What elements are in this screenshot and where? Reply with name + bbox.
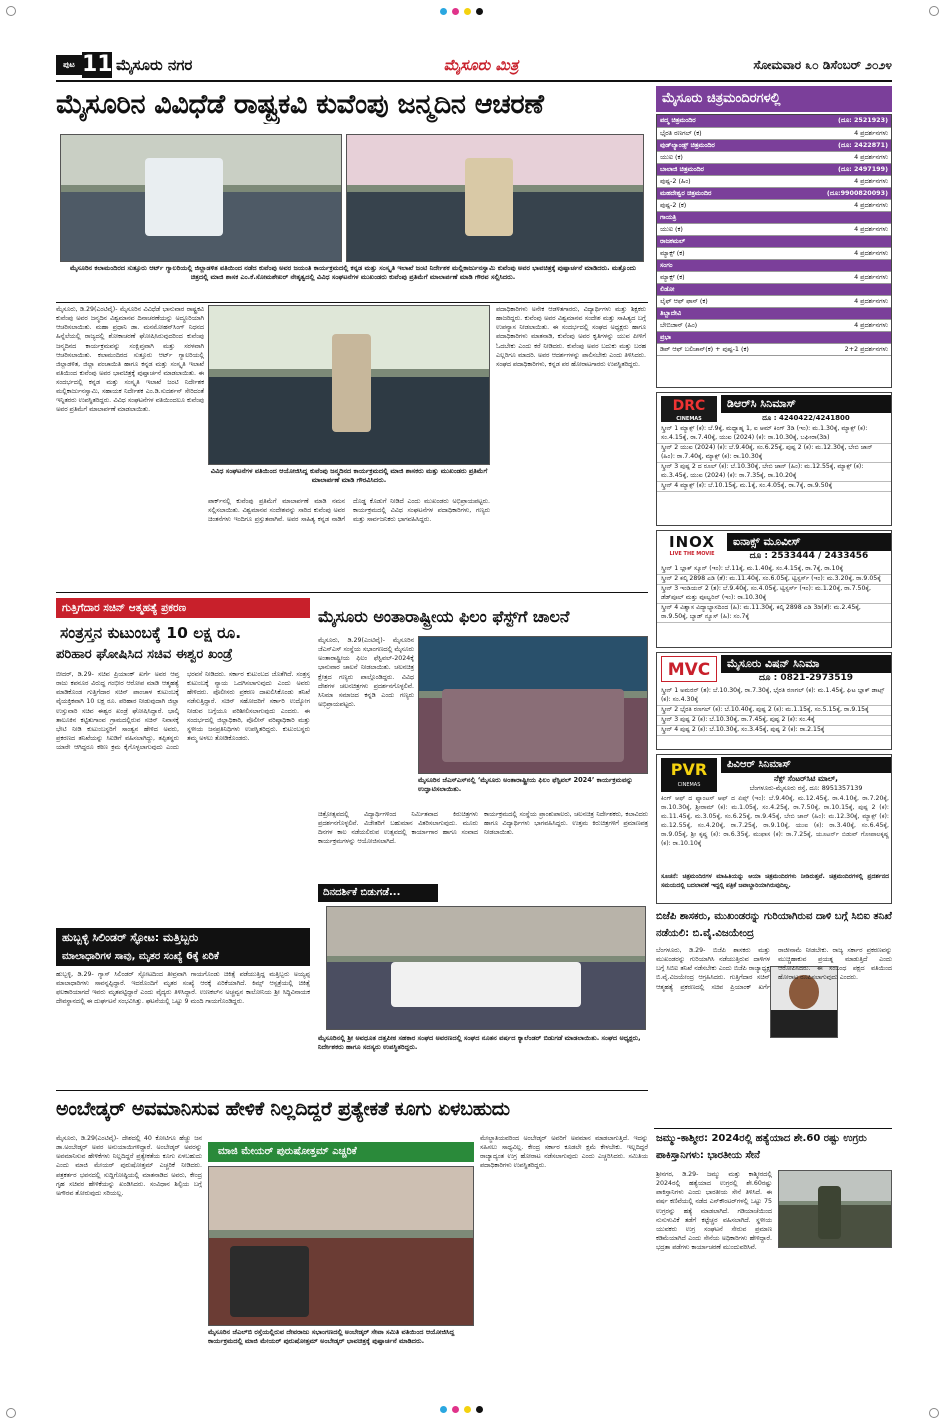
pvr-note: ಸೂಚನೆ: ಚಿತ್ರಮಂದಿರಗಳ ಮಾಹಿತಿಯನ್ನು ಆಯಾ ಚಿತ್ರಮಂದಿರಗಳು ನೀಡಿರುತ್ತವೆ. ಚಿತ್ರಮಂದಿರಗಳಲ್ಲಿ ಪ್ರದರ್ಶನದ ಸಮಯದಲ್ಲಿ ಬದಲಾವಣೆ ಇದ್ದಲ್ಲಿ ಪತ್ರಿಕೆ ಜವಾಬ್ದಾರಿಯಾಗಿರುವುದಿಲ್ಲ. <box>661 873 889 889</box>
ambedkar-kicker: ಮಾಜಿ ಮೇಯರ್ ಪುರುಷೋತ್ತಮ್ ಎಚ್ಚರಿಕೆ <box>218 1146 357 1157</box>
theatre-row <box>657 331 891 343</box>
theatre-cell: ಪುಷ್ಪ-2 (ಹಿಂ) <box>657 175 794 187</box>
screen-row: ಸ್ಕ್ರೀನ್ 3 ಪುಷ್ಪ 2 (ಕ): ಬೆ.10.30ಕ್ಕೆ, ರಾ.7.45ಕ್ಕೆ, ಪುಷ್ಪ 2 (ಕ): ಸಂ.4ಕ್ಕೆ <box>657 716 891 726</box>
show-cell: 4 ಪ್ರದರ್ಶನಗಳು <box>794 295 891 307</box>
inox-logo-text: INOX <box>669 533 715 551</box>
inox-listing <box>657 565 891 623</box>
theatre-cell: ಲಿಡೋ <box>657 283 794 295</box>
screen-row: ಸ್ಕ್ರೀನ್ 3 ಇಂಡಿಯನ್ 2 (ತ): ಬೆ.9.40ಕ್ಕೆ, ಸಂ.4.05ಕ್ಕೆ, ಟ್ವಿಸ್ಟರ್ಸ್ (ಇಂ): ಮ.1.20ಕ್ಕೆ, ರಾ.7.50ಕ್ಕೆ, ಡೆಡ್‌ಪೂಲ್ ಮತ್ತು ವೂಲ್ವರಿನ್ (ಇಂ): ರಾ.10.30ಕ್ಕೆ <box>657 585 891 604</box>
screen-row: ಸ್ಕ್ರೀನ್ 3 ಪುಷ್ಪ 2 ದ ರೂಲ್ (ಕ): ಬೆ.10.30ಕ್ಕೆ, ಬೇಬಿ ಜಾನ್ (ಹಿಂ): ಮ.12.55ಕ್ಕೆ, ಮ್ಯಾಕ್ಸ್ (ಕ): ಮ.3.45ಕ್ಕೆ, ಯುಐ (2024) (ಕ): ರಾ.7.35ಕ್ಕೆ, ರಾ.10.20ಕ್ಕೆ <box>657 463 891 482</box>
theatre-row <box>657 163 891 175</box>
film-photo <box>418 636 648 774</box>
inox-box <box>656 530 892 648</box>
registration-mark <box>6 1408 16 1418</box>
film-body-b: ಚಿತ್ರೋತ್ಸವದಲ್ಲಿ ವಿದ್ಯಾರ್ಥಿಗಳಿಂದ ನಿರ್ಮಿತವಾದ ಕಿರುಚಿತ್ರಗಳು ಪ್ರದರ್ಶನಗೊಳ್ಳಲಿವೆ. ವಿಜೇತರಿಗೆ ಬಹುಮಾನ ವಿತರಿಸಲಾಗುವುದು. ಮೂರು ದಿನಗಳ ಕಾಲ ನಡೆಯಲಿರುವ ಉತ್ಸವದಲ್ಲಿ ಕಾರ್ಯಾಗಾರ ಹಾಗೂ ಸಂವಾದ ಕಾರ್ಯಕ್ರಮಗಳನ್ನು ಆಯೋಜಿಸಲಾಗಿದೆ. <box>318 811 478 846</box>
vijayendra-body <box>656 946 892 1126</box>
theatre-row <box>657 235 891 247</box>
show-cell: 4 ಪ್ರದರ್ಶನಗಳು <box>794 199 891 211</box>
theatre-row <box>657 115 891 127</box>
story-kicker-box <box>56 598 310 618</box>
drc-logo-sub: CINEMAS <box>676 416 702 422</box>
ambedkar-kicker-box <box>208 1142 474 1162</box>
show-row <box>657 343 891 355</box>
cinema-title: ಮೈಸೂರು ಚಿತ್ರಮಂದಿರಗಳಲ್ಲಿ <box>662 91 781 106</box>
page-number: 11 <box>82 52 113 77</box>
ambedkar-headline: ಅಂಬೇಡ್ಕರ್ ಅವಮಾನಿಸುವ ಹೇಳಿಕೆ ನಿಲ್ಲದಿದ್ದರೆ ಪ್ರತ್ಯೇಕತೆ ಕೂಗು ಏಳಬಹುದು <box>56 1098 510 1120</box>
lead-body-col3: ಪದಾಧಿಕಾರಿಗಳು ಅನೇಕ ಆಡಳಿತಗಾರರು, ವಿದ್ಯಾರ್ಥಿಗಳು ಮತ್ತು ಶಿಕ್ಷಕರು ಹಾಜರಿದ್ದರು. ಕುವೆಂಪು ಅವರ ವಿಶ್ವಮಾನವ ಸಂದೇಶ ಮತ್ತು ಸಾಹಿತ್ಯದ ಬಗ್ಗೆ ಉಪನ್ಯಾಸ ನೀಡಲಾಯಿತು. ಈ ಸಂದರ್ಭದಲ್ಲಿ ಸಂಘದ ಅಧ್ಯಕ್ಷರು ಹಾಗೂ ಪದಾಧಿಕಾರಿಗಳು ಮಾತನಾಡಿ, ಕುವೆಂಪು ಅವರ ಕೃತಿಗಳನ್ನು ಯುವ ಪೀಳಿಗೆ ಓದಬೇಕು ಎಂದು ಕರೆ ನೀಡಿದರು. ಕುವೆಂಪು ಅವರ ಬದುಕು ಮತ್ತು ಬರಹ ಎಲ್ಲರಿಗೂ ಮಾದರಿ. ಅವರ ಆದರ್ಶಗಳನ್ನು ಪಾಲಿಸಬೇಕು ಎಂದು ತಿಳಿಸಿದರು. ಸಂಘದ ಪದಾಧಿಕಾರಿಗಳು, ಕನ್ನಡ ಪರ ಹೋರಾಟಗಾರರು ಉಪಸ್ಥಿತರಿದ್ದರು. <box>496 306 646 368</box>
theatre-cell: ವುಡ್‌ಲ್ಯಾಂಡ್ಸ್ ಚಿತ್ರಮಂದಿರ <box>657 139 794 151</box>
divider <box>56 302 648 303</box>
drc-logo-text: DRC <box>672 398 706 414</box>
ambedkar-body-a: ಮೈಸೂರು, ಡಿ.29(ಎಂಟಿವೈ)- ದೇಶದಲ್ಲಿ 40 ಕೋಟಿಗೂ ಹೆಚ್ಚು ಜನ ಡಾ.ಅಂಬೇಡ್ಕರ್ ಅವರ ಅನುಯಾಯಿಗಳಿದ್ದಾರೆ. ಅಂಬೇಡ್ಕರ್ ಅವರನ್ನು ಅವಮಾನಿಸುವ ಹೇಳಿಕೆಗಳು ನಿಲ್ಲದಿದ್ದರೆ ಪ್ರತ್ಯೇಕತೆಯ ಕೂಗು ಏಳಬಹುದು ಎಂದು ಮಾಜಿ ಮೇಯರ್ ಪುರುಷೋತ್ತಮ್ ಎಚ್ಚರಿಕೆ ನೀಡಿದರು. ಪತ್ರಕರ್ತರ ಭವನದಲ್ಲಿ ಸುದ್ದಿಗೋಷ್ಠಿಯಲ್ಲಿ ಮಾತನಾಡಿದ ಅವರು, ಕೇಂದ್ರ ಗೃಹ ಸಚಿವರ ಹೇಳಿಕೆಯನ್ನು ಖಂಡಿಸಿದರು. ಸಂವಿಧಾನ ಶಿಲ್ಪಿಯ ಬಗ್ಗೆ ಅಗೌರವ ತೋರುವುದು ಸರಿಯಲ್ಲ. <box>56 1135 202 1197</box>
film-caption: ಮೈಸೂರಿನ ಜೆಎಸ್‌ಎಸ್‌ನಲ್ಲಿ ‘ಮೈಸೂರು ಅಂತಾರಾಷ್ಟ್ರೀಯ ಫಿಲಂ ಫೆಸ್ಟಿವಲ್ 2024’ ಕಾರ್ಯಕ್ರಮವನ್ನು ಉದ್ಘಾಟಿಸಲಾಯಿತು. <box>418 776 633 794</box>
theatre-cell: ಭೈರತಿ ರಣಗಲ್ (ಕ) <box>657 127 794 139</box>
lead-caption-mid: ವಿವಿಧ ಸಂಘಟನೆಗಳ ವತಿಯಿಂದ ಆಯೋಜಿಸಿದ್ದ ಕುವೆಂಪು ಜನ್ಮದಿನದ ಕಾರ್ಯಕ್ರಮದಲ್ಲಿ ಮಾಜಿ ಶಾಸಕರು ಮತ್ತು ಮುಖಂಡರು ಪ್ರತಿಮೆಗೆ ಮಾಲಾರ್ಪಣೆ ಮಾಡಿ ಗೌರವಿಸಿದರು. <box>210 467 488 485</box>
show-cell: 4 ಪ್ರದರ್ಶನಗಳು <box>794 247 891 259</box>
mvc-listing <box>657 687 891 736</box>
hubli-headline-2: ಮಾಲಾಧಾರಿಗಳ ಸಾವು, ಮೃತರ ಸಂಖ್ಯೆ 6ಕ್ಕೆ ಏರಿಕೆ <box>62 951 219 962</box>
ambedkar-body-b: ಮೇಲ್ಜಾತಿಯವರಿಂದ ಅಂಬೇಡ್ಕರ್ ಅವರಿಗೆ ಅವಮಾನ ಮಾಡಲಾಗುತ್ತಿದೆ. ಇದನ್ನು ಸಹಿಸಲು ಸಾಧ್ಯವಿಲ್ಲ. ಕೇಂದ್ರ ಸರ್ಕಾರ ಕೂಡಲೇ ಕ್ಷಮೆ ಕೇಳಬೇಕು. ಇಲ್ಲದಿದ್ದರೆ ರಾಜ್ಯಾದ್ಯಂತ ಉಗ್ರ ಹೋರಾಟ ನಡೆಸಲಾಗುವುದು ಎಂದು ಎಚ್ಚರಿಸಿದರು. ಸಮಿತಿಯ ಪದಾಧಿಕಾರಿಗಳು ಉಪಸ್ಥಿತರಿದ್ದರು. <box>480 1135 648 1170</box>
issue-date: ಸೋಮವಾರ ೩೦ ಡಿಸೆಂಬರ್ ೨೦೨೪ <box>753 58 892 72</box>
show-cell <box>794 259 891 271</box>
show-row <box>657 151 891 163</box>
story-headline-1: ಸಂತ್ರಸ್ತನ ಕುಟುಂಬಕ್ಕೆ 10 ಲಕ್ಷ ರೂ. <box>60 624 242 642</box>
show-row <box>657 223 891 235</box>
show-cell: (ದೂ: 2497199) <box>794 163 891 175</box>
divider <box>654 1128 892 1129</box>
color-dot-cyan <box>440 8 447 15</box>
show-cell <box>794 283 891 295</box>
lead-photo-right <box>346 134 644 262</box>
show-cell: 4 ಪ್ರದರ್ಶನಗಳು <box>794 151 891 163</box>
color-dot-yellow <box>464 8 471 15</box>
theatre-cell: ಬೇಬಿಜಾನ್ (ಹಿಂ) <box>657 319 794 331</box>
calendar-kicker: ದಿನದರ್ಶಿಕೆ ಬಿಡುಗಡೆ... <box>323 887 401 898</box>
show-cell: (ದೂ: 2521923) <box>794 115 891 127</box>
registration-mark <box>929 1408 939 1418</box>
show-row <box>657 247 891 259</box>
screen-row: ಸ್ಕ್ರೀನ್ 1 ಅಮರನ್ (ತ): ಬೆ.10.30ಕ್ಕೆ, ರಾ.7.30ಕ್ಕೆ, ಭೈರತಿ ರಣಗಲ್ (ಕ): ಮ.1.45ಕ್ಕೆ, ಘಿಟ ಬ್ಲಾಕ್ ಡಾಟ್ಸ್ (ಕ): ಸಂ.4.30ಕ್ಕೆ <box>657 687 891 706</box>
divider <box>56 592 648 593</box>
kashmir-body-a: ಶ್ರೀನಗರ, ಡಿ.29- ಜಮ್ಮು ಮತ್ತು ಕಾಶ್ಮೀರದಲ್ಲಿ 2024ರಲ್ಲಿ ಹತ್ಯೆಯಾದ ಉಗ್ರರಲ್ಲಿ ಶೇ.60ರಷ್ಟು ಪಾಕಿಸ್ತಾನಿಗಳು ಎಂದು ಭಾರತೀಯ ಸೇನೆ ತಿಳಿಸಿದೆ. ಈ ವರ್ಷ ಕಣಿವೆಯಲ್ಲಿ ನಡೆದ ಎನ್‌ಕೌಂಟರ್‌ಗಳಲ್ಲಿ ಒಟ್ಟು 75 ಉಗ್ರರನ್ನು ಹತ್ಯೆ ಮಾಡಲಾಗಿದೆ. ಗಡಿಯಾಚೆಯಿಂದ ನುಸುಳುವಿಕೆ ತಡೆಗೆ ಕಟ್ಟೆಚ್ಚರ ವಹಿಸಲಾಗಿದೆ. ಸ್ಥಳೀಯ ಯುವಕರು ಉಗ್ರ ಸಂಘಟನೆ ಸೇರುವ ಪ್ರಮಾಣ ಕಡಿಮೆಯಾಗಿದೆ ಎಂದು ಸೇನೆಯ ಅಧಿಕಾರಿಗಳು ಹೇಳಿದ್ದಾರೆ. ಭದ್ರತಾ ಪಡೆಗಳು ಕಾರ್ಯಾಚರಣೆ ಮುಂದುವರಿಸಿವೆ. <box>656 1171 772 1251</box>
registration-mark <box>6 6 16 16</box>
calendar-caption: ಮೈಸೂರಿನಲ್ಲಿ ಶ್ರೀ ಅವಧೂತ ದತ್ತಪೀಠ ಸಹಕಾರ ಸಂಘದ ಅವರಣದಲ್ಲಿ ಸಂಘದ ನೂತನ ವರ್ಷದ ಕ್ಯಾಲೆಂಡರ್ ಬಿಡುಗಡೆ ಮಾಡಲಾಯಿತು. ಸಂಘದ ಅಧ್ಯಕ್ಷರು, ನಿರ್ದೇಶಕರು ಹಾಗೂ ಸದಸ್ಯರು ಉಪಸ್ಥಿತರಿದ್ದರು. <box>318 1034 641 1052</box>
film-headline: ಮೈಸೂರು ಅಂತಾರಾಷ್ಟ್ರೀಯ ಫಿಲಂ ಫೆಸ್ಟ್‌ಗೆ ಚಾಲನೆ <box>318 607 570 626</box>
inox-phone: ದೂ : 2533444 / 2433456 <box>749 551 869 561</box>
vijayendra-headline: ಬಿಜೆಪಿ ಶಾಸಕರು, ಮುಖಂಡರನ್ನು ಗುರಿಯಾಗಿರುವ ದಾಳಿ ಬಗ್ಗೆ ಸಿಬಿಐ ತನಿಖೆ ನಡೆಯಲಿ: ಬಿ.ವೈ.ವಿಜಯೇಂದ್ರ <box>656 911 892 939</box>
show-cell: 4 ಪ್ರದರ್ಶನಗಳು <box>794 319 891 331</box>
mvc-box <box>656 652 892 750</box>
theatre-row <box>657 307 891 319</box>
show-cell: 4 ಪ್ರದರ್ಶನಗಳು <box>794 271 891 283</box>
theatre-cell: ತಿಬ್ಬಾದೇವಿ <box>657 307 794 319</box>
show-row <box>657 127 891 139</box>
show-cell <box>794 235 891 247</box>
drc-box <box>656 392 892 526</box>
calendar-photo <box>326 906 646 1030</box>
color-dot-cyan <box>440 1406 447 1413</box>
show-cell <box>794 331 891 343</box>
film-body-c: ಕಾರ್ಯಕ್ರಮದಲ್ಲಿ ಸಂಸ್ಥೆಯ ಪ್ರಾಂಶುಪಾಲರು, ಚಲನಚಿತ್ರ ನಿರ್ದೇಶಕರು, ಕಲಾವಿದರು ಹಾಗೂ ವಿದ್ಯಾರ್ಥಿಗಳು ಭಾಗವಹಿಸಿದ್ದರು. ಉತ್ತಮ ಕಿರುಚಿತ್ರಗಳಿಗೆ ಪ್ರಮಾಣಪತ್ರ ನೀಡಲಾಯಿತು. <box>484 811 648 837</box>
lead-caption-top: ಮೈಸೂರಿನ ಕಲಾಮಂದಿರದ ಸುತ್ತೂರು ಆರ್ಟ್ ಗ್ಯಾಲರಿಯಲ್ಲಿ ಜಿಲ್ಲಾಡಳಿತ ವತಿಯಿಂದ ನಡೆದ ಕುವೆಂಪು ಅವರ ಜಯಂತಿ ಕಾರ್ಯಕ್ರಮದಲ್ಲಿ ಕನ್ನಡ ಮತ್ತು ಸಂಸ್ಕೃತಿ ಇಲಾಖೆ ಜಂಟಿ ನಿರ್ದೇಶಕ ಮಲ್ಲಿಕಾರ್ಜುನಸ್ವಾಮಿ ಕುವೆಂಪು ಅವರ ಭಾವಚಿತ್ರಕ್ಕೆ ಪುಷ್ಪಾರ್ಚನೆ ಮಾಡಿದರು. ಮತ್ತೊಂದು ಚಿತ್ರದಲ್ಲಿ ಮಾಜಿ ಶಾಸಕ ಎಂ.ಕೆ.ಸೋಮಶೇಖರ್ ನೇತೃತ್ವದಲ್ಲಿ ವಿವಿಧ ಸಂಘಟನೆಗಳ ಮುಖಂಡರು ಕುವೆಂಪು ಪ್ರತಿಮೆಗೆ ಮಾಲಾರ್ಪಣೆ ಮಾಡಿ ಗೌರವ ಸಲ್ಲಿಸಿದರು. <box>70 264 636 282</box>
show-cell: 4 ಪ್ರದರ್ಶನಗಳು <box>794 223 891 235</box>
theatre-row <box>657 211 891 223</box>
page-label: ಪುಟ <box>56 55 82 75</box>
header-rule <box>56 80 892 82</box>
screen-row: ಸ್ಕ್ರೀನ್ 4 ವಿಶ್ವಾಸ ವಿದ್ಯಾಭ್ಯಾಸದಿಂದ (ಹಿ): ಮ.11.30ಕ್ಕೆ, ಕಲ್ಕಿ 2898 ಎಡಿ 3ಡಿ(ತೆ): ಮ.2.45ಕ್ಕೆ, ರಾ.9.50ಕ್ಕೆ, ಬ್ಯಾಡ್ ನ್ಯೂಸ್ (ಹಿ): ಸಂ.7ಕ್ಕೆ <box>657 604 891 623</box>
section-title: ಮೈಸೂರು ನಗರ <box>116 56 193 74</box>
screen-row: ಸ್ಕ್ರೀನ್ 1 ಬ್ಲಾಕ್ ಸ್ಕೂನ್ (ಇಂ): ಬೆ.11ಕ್ಕೆ, ಮ.1.40ಕ್ಕೆ, ಸಂ.4.15ಕ್ಕೆ, ರಾ.7ಕ್ಕೆ, ರಾ.10ಕ್ಕೆ <box>657 565 891 575</box>
show-row <box>657 199 891 211</box>
pvr-title: ಪಿವಿಆರ್ ಸಿನಿಮಾಸ್ <box>721 757 891 773</box>
divider <box>56 1090 648 1091</box>
theatre-cell: ರಾಜಕಮಲ್ <box>657 235 794 247</box>
screen-row: ಸ್ಕ್ರೀನ್ 2 ಯುಐ (2024) (ಕ): ಬೆ.9.40ಕ್ಕೆ, ಸಂ.6.25ಕ್ಕೆ, ಪುಷ್ಪ 2 (ಕ): ಮ.12.30ಕ್ಕೆ, ಬೇಬಿ ಜಾನ್ (ಹಿಂ): ರಾ.7.40ಕ್ಕೆ, ಮ್ಯಾಕ್ಸ್ (ಕ): ರಾ.10.30ಕ್ಕೆ <box>657 444 891 463</box>
mvc-logo: MVC <box>661 656 717 682</box>
color-dot-magenta <box>452 8 459 15</box>
theatre-cell: ಮ್ಯಾಕ್ಸ್ (ಕ) <box>657 247 794 259</box>
theatre-cell: ಸಂಗಂ <box>657 259 794 271</box>
pvr-listing: ಕಿಂಗ್ ಆಫ್ ದ ಫ್ಯಾಂಟಸ್ ಆಫ್ ದ ಏಪ್ಸ್ (ಇಂ): ಬೆ.9.40ಕ್ಕೆ, ಮ.12.45ಕ್ಕೆ, ರಾ.4.10ಕ್ಕೆ, ರಾ.7.20ಕ್ಕೆ, ರಾ.10.30ಕ್ಕೆ, ಶ್ರೀರಾಮ್ (ಕ): ಮ.1.05ಕ್ಕೆ, ಸಂ.4.25ಕ್ಕೆ, ರಾ.7.50ಕ್ಕೆ, ರಾ.10.15ಕ್ಕೆ, ಪುಷ್ಪ 2 (ಕ): ಮ.11.45ಕ್ಕೆ, ಮ.3.05ಕ್ಕೆ, ಸಂ.6.25ಕ್ಕೆ, ರಾ.9.45ಕ್ಕೆ, ಬೇಬಿ ಜಾನ್ (ಹಿಂ): ಮ.12.30ಕ್ಕೆ, ಮ್ಯಾಕ್ಸ್ (ಕ): ಮ.12.55ಕ್ಕೆ, ಸಂ.4.20ಕ್ಕೆ, ರಾ.7.25ಕ್ಕೆ, ರಾ.9.10ಕ್ಕೆ, ಯುಐ (ಕ): ರಾ.3.40ಕ್ಕೆ, ಸಂ.6.45ಕ್ಕೆ, ರಾ.9.05ಕ್ಕೆ, ಶ್ರೀ ಕೃಷ್ಣ (ಕ): ರಾ.6.35ಕ್ಕೆ, ಮುಫಾಸ (ಕ): ರಾ.7.25ಕ್ಕೆ, ಯೂಟರ್ನ್ ಬಿಡುವ್ ಗೋಪಾಲಕೃಷ್ಣ (ಕ): ರಾ.10.10ಕ್ಕೆ <box>661 795 889 847</box>
show-row <box>657 271 891 283</box>
screen-row: ಸ್ಕ್ರೀನ್ 4 ಪುಷ್ಪ 2 (ಕ): ಬೆ.10.30ಕ್ಕೆ, ಸಂ.3.45ಕ್ಕೆ, ಪುಷ್ಪ 2 (ಕ): ರಾ.2.15ಕ್ಕೆ <box>657 726 891 736</box>
cinema-listing <box>657 115 891 356</box>
screen-row: ಸ್ಕ್ರೀನ್ 2 ಕಲ್ಕಿ 2898 ಎಡಿ (ತೆ): ಮ.11.40ಕ್ಕೆ, ಸಂ.6.05ಕ್ಕೆ, ಟ್ವಿಸ್ಟರ್ಸ್ (ಇಂ): ಮ.3.20ಕ್ಕೆ, ರಾ.9.05ಕ್ಕೆ <box>657 575 891 585</box>
hubli-body: ಹುಬ್ಬಳ್ಳಿ, ಡಿ.29- ಗ್ಯಾಸ್ ಸಿಲಿಂಡರ್ ಸ್ಫೋಟದಿಂದ ತೀವ್ರವಾಗಿ ಗಾಯಗೊಂಡು ಚಿಕಿತ್ಸೆ ಪಡೆಯುತ್ತಿದ್ದ ಮತ್ತಿಬ್ಬರು ಅಯ್ಯಪ್ಪ ಮಾಲಾಧಾರಿಗಳು ಸಾವನ್ನಪ್ಪಿದ್ದಾರೆ. ಇದರೊಂದಿಗೆ ಮೃತರ ಸಂಖ್ಯೆ ಆರಕ್ಕೆ ಏರಿಕೆಯಾಗಿದೆ. ಕಿಮ್ಸ್ ಆಸ್ಪತ್ರೆಯಲ್ಲಿ ಚಿಕಿತ್ಸೆ ಫಲಕಾರಿಯಾಗದೆ ಇವರು ಮೃತಪಟ್ಟಿದ್ದಾರೆ ಎಂದು ವೈದ್ಯರು ತಿಳಿಸಿದ್ದಾರೆ. ಉಣಕಲ್‌ನ ಅಚ್ಚವ್ವನ ಕಾಲೋನಿಯ ಶ್ರೀ ಸಿದ್ಧಿವಿನಾಯಕ ದೇವಸ್ಥಾನದಲ್ಲಿ ಈ ದುರ್ಘಟನೆ ಸಂಭವಿಸಿತ್ತು. ಘಟನೆಯಲ್ಲಿ ಒಟ್ಟು 9 ಮಂದಿ ಗಾಯಗೊಂಡಿದ್ದರು. <box>56 971 310 1006</box>
inox-logo-sub: LIVE THE MOVIE <box>669 551 715 557</box>
color-dot-black <box>476 1406 483 1413</box>
show-cell: (ದೂ:9900820093) <box>794 187 891 199</box>
screen-row: ಸ್ಕ್ರೀನ್ 2 ಭೈರತಿ ರಣಗಲ್ (ಕ): ಬೆ.10.40ಕ್ಕೆ, ಪುಷ್ಪ 2 (ಕ): ಮ.1.15ಕ್ಕೆ, ಸಂ.5.15ಕ್ಕೆ, ರಾ.9.15ಕ್ಕೆ <box>657 706 891 716</box>
hubli-headline-box <box>56 928 310 966</box>
story-body: ಬೀದರ್, ಡಿ.29- ಸಚಿವ ಪ್ರಿಯಾಂಕ್ ಖರ್ಗೆ ಅವರ ಆಪ್ತ ರಾಜು ಕಪನೂರ ವಿರುದ್ಧ ಗಂಭೀರ ಆರೋಪ ಮಾಡಿ ಆತ್ಮಹತ್ಯೆ ಮಾಡಿಕೊಂಡ ಗುತ್ತಿಗೆದಾರ ಸಚಿನ್ ಪಾಂಚಾಳ ಕುಟುಂಬಕ್ಕೆ ವೈಯಕ್ತಿಕವಾಗಿ 10 ಲಕ್ಷ ರೂ. ಪರಿಹಾರ ನೀಡುವುದಾಗಿ ಜಿಲ್ಲಾ ಉಸ್ತುವಾರಿ ಸಚಿವ ಈಶ್ವರ ಖಂಡ್ರೆ ಘೋಷಿಸಿದ್ದಾರೆ. ಭಾಲ್ಕಿ ತಾಲೂಕಿನ ಕಟ್ಟಿತುಗಾಂವ ಗ್ರಾಮದಲ್ಲಿರುವ ಸಚಿನ್ ನಿವಾಸಕ್ಕೆ ಭೇಟಿ ನೀಡಿ ಕುಟುಂಬಸ್ಥರಿಗೆ ಸಾಂತ್ವನ ಹೇಳಿದ ಅವರು, ಪ್ರಕರಣದ ತನಿಖೆಯನ್ನು ಸಿಐಡಿಗೆ ವಹಿಸಲಾಗಿದ್ದು, ತಪ್ಪಿತಸ್ಥರು ಯಾರೇ ಆಗಿದ್ದರೂ ಕಠಿಣ ಕ್ರಮ ಕೈಗೊಳ್ಳಲಾಗುವುದು ಎಂದು ಭರವಸೆ ನೀಡಿದರು. ಸರ್ಕಾರ ಕುಟುಂಬದ ಜೊತೆಗಿದೆ. ಸಂತ್ರಸ್ತ ಕುಟುಂಬಕ್ಕೆ ನ್ಯಾಯ ಒದಗಿಸಲಾಗುವುದು ಎಂದು ಅವರು ಹೇಳಿದರು. ಪೊಲೀಸರು ಪ್ರಕರಣ ದಾಖಲಿಸಿಕೊಂಡು ತನಿಖೆ ನಡೆಸುತ್ತಿದ್ದಾರೆ. ಸಚಿನ್ ಸಹೋದರಿಗೆ ಸರ್ಕಾರಿ ಉದ್ಯೋಗ ನೀಡುವ ಬಗ್ಗೆಯೂ ಪರಿಶೀಲಿಸಲಾಗುವುದು ಎಂದರು. ಈ ಸಂದರ್ಭದಲ್ಲಿ ಜಿಲ್ಲಾಧಿಕಾರಿ, ಪೊಲೀಸ್ ವರಿಷ್ಠಾಧಿಕಾರಿ ಮತ್ತು ಸ್ಥಳೀಯ ಜನಪ್ರತಿನಿಧಿಗಳು ಉಪಸ್ಥಿತರಿದ್ದರು. ಕುಟುಂಬಸ್ಥರು ತಮ್ಮ ಅಳಲು ತೋಡಿಕೊಂಡರು. <box>56 671 310 751</box>
lead-headline: ಮೈಸೂರಿನ ವಿವಿಧೆಡೆ ರಾಷ್ಟ್ರಕವಿ ಕುವೆಂಪು ಜನ್ಮದಿನ ಆಚರಣೆ <box>56 89 544 120</box>
show-row <box>657 319 891 331</box>
color-dot-yellow <box>464 1406 471 1413</box>
cinema-table <box>656 114 892 388</box>
lead-photo-mid <box>208 305 490 465</box>
registration-mark <box>929 6 939 16</box>
drc-logo <box>661 396 717 422</box>
page-header <box>56 52 892 78</box>
theatre-row <box>657 139 891 151</box>
show-cell <box>794 307 891 319</box>
theatre-cell: ಪದ್ಮ ಚಿತ್ರಮಂದಿರ <box>657 115 794 127</box>
screen-row: ಸ್ಕ್ರೀನ್ 1 ಮ್ಯಾಕ್ಸ್ (ಕ): ಬೆ.9ಕ್ಕೆ, ಮಧ್ಯಾಹ್ನ 1, ಐ ಆಮ್ ಕಿಂಗ್ 3ಡಿ (ಇಂ): ಮ.1.30ಕ್ಕೆ, ಮ್ಯಾಕ್ಸ್ (ಕ): ಸಂ.4.15ಕ್ಕೆ, ರಾ.7.40ಕ್ಕೆ, ಯುಐ (2024) (ಕ): ರಾ.10.30ಕ್ಕೆ, ಬಘೀರಾ(3ಡಿ) <box>657 425 891 444</box>
screen-row: ಸ್ಕ್ರೀನ್ 4 ಮ್ಯಾಕ್ಸ್ (ಕ): ಬೆ.10.15ಕ್ಕೆ, ಮ.1ಕ್ಕೆ, ಸಂ.4.05ಕ್ಕೆ, ರಾ.7ಕ್ಕೆ, ರಾ.9.50ಕ್ಕೆ <box>657 482 891 492</box>
pvr-logo-sub: CINEMAS <box>677 782 701 788</box>
drc-listing <box>657 425 891 492</box>
pvr-box <box>656 754 892 904</box>
pvr-phone: ಬೆಂಗಳೂರು-ಮೈಸೂರು ರಸ್ತೆ, ದೂ: 8951357139 <box>749 784 863 792</box>
theatre-row <box>657 259 891 271</box>
lead-body-col2: ಪಾರ್ಕ್‌ನಲ್ಲಿ ಕುವೆಂಪು ಪ್ರತಿಮೆಗೆ ಮಾಲಾರ್ಪಣೆ ಮಾಡಿ ನಮನ ಸಲ್ಲಿಸಲಾಯಿತು. ವಿಶ್ವಮಾನವ ಸಂದೇಶವನ್ನು ಸಾರಿದ ಕುವೆಂಪು ಅವರ ಚಿಂತನೆಗಳು ಇಂದಿಗೂ ಪ್ರಸ್ತುತವಾಗಿವೆ. ಅವರ ಸಾಹಿತ್ಯ ಕನ್ನಡ ನಾಡಿಗೆ ದೊಡ್ಡ ಕೊಡುಗೆ ನೀಡಿದೆ ಎಂದು ಮುಖಂಡರು ಅಭಿಪ್ರಾಯಪಟ್ಟರು. ಕಾರ್ಯಕ್ರಮದಲ್ಲಿ ವಿವಿಧ ಸಂಘಟನೆಗಳ ಪದಾಧಿಕಾರಿಗಳು, ಗಣ್ಯರು ಮತ್ತು ಸಾರ್ವಜನಿಕರು ಭಾಗವಹಿಸಿದ್ದರು. <box>208 498 490 524</box>
theatre-cell: ಮಹದೇಶ್ವರ ಚಿತ್ರಮಂದಿರ <box>657 187 794 199</box>
story-headline-2: ಪರಿಹಾರ ಘೋಷಿಸಿದ ಸಚಿವ ಈಶ್ವರ ಖಂಡ್ರೆ <box>56 647 233 662</box>
theatre-cell: ಪುಷ್ಪ-2 (ಕ) <box>657 199 794 211</box>
drc-title: ಡಿಆರ್‌ಸಿ ಸಿನಿಮಾಸ್ <box>721 395 891 413</box>
theatre-cell: ಪ್ರಭಾ <box>657 331 794 343</box>
film-body-a: ಮೈಸೂರು, ಡಿ.29(ಎಂಟಿವೈ)- ಮೈಸೂರಿನ ಜೆಎಸ್‌ಎಸ್ ಸಂಸ್ಥೆಯ ಸಭಾಂಗಣದಲ್ಲಿ ಮೈಸೂರು ಅಂತಾರಾಷ್ಟ್ರೀಯ ಫಿಲಂ ಫೆಸ್ಟಿವಲ್-2024ಕ್ಕೆ ಭಾನುವಾರ ಚಾಲನೆ ನೀಡಲಾಯಿತು. ಚಲನಚಿತ್ರ ಕ್ಷೇತ್ರದ ಗಣ್ಯರು ಪಾಲ್ಗೊಂಡಿದ್ದರು. ವಿವಿಧ ದೇಶಗಳ ಚಲನಚಿತ್ರಗಳು ಪ್ರದರ್ಶನಗೊಳ್ಳಲಿವೆ. ಸಿನಿಮಾ ಸಮಾಜದ ಕನ್ನಡಿ ಎಂದು ಗಣ್ಯರು ಅಭಿಪ್ರಾಯಪಟ್ಟರು. <box>318 637 414 708</box>
hubli-headline-1: ಹುಬ್ಬಳ್ಳಿ ಸಿಲಿಂಡರ್ ಸ್ಫೋಟ: ಮತ್ತಿಬ್ಬರು <box>62 931 199 944</box>
pvr-logo <box>661 758 717 792</box>
inox-title: ಐನಾಕ್ಸ್ ಮೂವೀಸ್ <box>727 533 891 551</box>
show-cell: 2+2 ಪ್ರದರ್ಶನಗಳು <box>794 343 891 355</box>
lead-photo-left <box>60 134 342 262</box>
inox-logo <box>661 534 723 560</box>
show-row <box>657 175 891 187</box>
color-dot-magenta <box>452 1406 459 1413</box>
theatre-row <box>657 283 891 295</box>
calendar-kicker-box <box>318 884 438 902</box>
ambedkar-photo <box>208 1166 474 1326</box>
show-cell <box>794 211 891 223</box>
show-cell: 4 ಪ್ರದರ್ಶನಗಳು <box>794 175 891 187</box>
show-cell: 4 ಪ್ರದರ್ಶನಗಳು <box>794 127 891 139</box>
kashmir-photo <box>778 1170 892 1248</box>
lead-body-col1: ಮೈಸೂರು, ಡಿ.29(ಎಂಟಿವೈ)- ಮೈಸೂರಿನ ವಿವಿಧೆಡೆ ಭಾನುವಾರ ರಾಷ್ಟ್ರಕವಿ ಕುವೆಂಪು ಅವರ ಜನ್ಮದಿನ ವಿಶ್ವಮಾನವ ದಿನಾಚರಣೆಯನ್ನು ಅದ್ಧೂರಿಯಾಗಿ ಆಚರಿಸಲಾಯಿತು. ಮಹಾ ಪ್ರಧಾನಿ ಡಾ. ಮನಮೋಹನ್‌ಸಿಂಗ್ ನಿಧನದ ಹಿನ್ನೆಲೆಯಲ್ಲಿ ರಾಜ್ಯದಲ್ಲಿ ಶೋಕಾಚರಣೆ ಘೋಷಿಸಿರುವುದರಿಂದ ಕುವೆಂಪು ಜನ್ಮದಿನದ ಕಾರ್ಯಕ್ರಮವನ್ನು ಸಂಕ್ಷಿಪ್ತವಾಗಿ ಮತ್ತು ಸರಳವಾಗಿ ಆಚರಿಸಲಾಯಿತು. ಕಲಾಮಂದಿರದ ಸುತ್ತೂರು ಆರ್ಟ್ ಗ್ಯಾಲರಿಯಲ್ಲಿ ಜಿಲ್ಲಾಡಳಿತ, ಜಿಲ್ಲಾ ಪಂಚಾಯಿತಿ ಹಾಗೂ ಕನ್ನಡ ಮತ್ತು ಸಂಸ್ಕೃತಿ ಇಲಾಖೆ ವತಿಯಿಂದ ಕುವೆಂಪು ಅವರ ಭಾವಚಿತ್ರಕ್ಕೆ ಪುಷ್ಪಾರ್ಚನೆ ಮಾಡಲಾಯಿತು. ಈ ಸಂದರ್ಭದಲ್ಲಿ ಕನ್ನಡ ಮತ್ತು ಸಂಸ್ಕೃತಿ ಇಲಾಖೆ ಜಂಟಿ ನಿರ್ದೇಶಕ ಮಲ್ಲಿಕಾರ್ಜುನಸ್ವಾಮಿ, ಸಹಾಯಕ ನಿರ್ದೇಶಕ ಎಂ.ಡಿ.ಸುದರ್ಶನ್ ಸೇರಿದಂತೆ ಇನ್ನಿತರರು ಉಪಸ್ಥಿತರಿದ್ದರು. ವಿವಿಧ ಸಂಘಟನೆಗಳ ವತಿಯಿಂದಲೂ ಕುವೆಂಪು ಅವರ ಪ್ರತಿಮೆಗೆ ಮಾಲಾರ್ಪಣೆ ಮಾಡಲಾಯಿತು. <box>56 306 204 414</box>
theatre-cell: ಯುಐ (ಕ) <box>657 223 794 235</box>
vijayendra-text: ಬೆಂಗಳೂರು, ಡಿ.29- ಬಿಜೆಪಿ ಶಾಸಕರು ಮತ್ತು ಮುಖಂಡರನ್ನು ಗುರಿಯಾಗಿಸಿ ನಡೆಯುತ್ತಿರುವ ದಾಳಿಗಳ ಬಗ್ಗೆ ಸಿಬಿಐ ತನಿಖೆ ನಡೆಸಬೇಕು ಎಂದು ಬಿಜೆಪಿ ರಾಜ್ಯಾಧ್ಯಕ್ಷ ಬಿ.ವೈ.ವಿಜಯೇಂದ್ರ ಆಗ್ರಹಿಸಿದರು. ಗುತ್ತಿಗೆದಾರ ಸಚಿನ್ ಆತ್ಮಹತ್ಯೆ ಪ್ರಕರಣದಲ್ಲಿ ಸಚಿವ ಪ್ರಿಯಾಂಕ್ ಖರ್ಗೆ ರಾಜೀನಾಮೆ ನೀಡಬೇಕು. ರಾಜ್ಯ ಸರ್ಕಾರ ಪ್ರಕರಣವನ್ನು ಮುಚ್ಚಿಹಾಕುವ ಪ್ರಯತ್ನ ಮಾಡುತ್ತಿದೆ ಎಂದು ಆರೋಪಿಸಿದರು. ಈ ಸಂಬಂಧ ಪಕ್ಷದ ವತಿಯಿಂದ ಹೋರಾಟ ರೂಪಿಸಲಾಗುವುದು ಎಂದರು. <box>656 947 892 991</box>
show-cell: (ದೂ: 2422871) <box>794 139 891 151</box>
show-row <box>657 295 891 307</box>
cinema-title-box <box>656 86 892 112</box>
story-kicker: ಗುತ್ತಿಗೆದಾರ ಸಚಿನ್ ಆತ್ಮಹತ್ಯೆ ಪ್ರಕರಣ <box>62 602 187 614</box>
pvr-address: ನೆಕ್ಸ್ ಸೆಂಟರ್‌ಸಿಟಿ ಮಾಲ್, <box>774 774 838 783</box>
mvc-phone: ದೂ : 0821-2973519 <box>758 673 854 683</box>
theatre-cell: ಬಾಲಾಜಿ ಚಿತ್ರಮಂದಿರ <box>657 163 794 175</box>
theatre-row <box>657 187 891 199</box>
color-dot-black <box>476 8 483 15</box>
kashmir-headline: ಜಮ್ಮು-ಕಾಶ್ಮೀರ: 2024ರಲ್ಲಿ ಹತ್ಯೆಯಾದ ಶೇ.60 ರಷ್ಟು ಉಗ್ರರು ಪಾಕಿಸ್ತಾನಿಗಳು: ಭಾರತೀಯ ಸೇನೆ <box>656 1133 867 1161</box>
theatre-cell: ಡಿಪ್ ಆಫ್ ಬಲಿಚಾನ್(ಕ) + ಪುಷ್ಪ-1 (ಕ) <box>657 343 794 355</box>
ambedkar-caption: ಮೈಸೂರಿನ ಜೆಎಲ್‌ಬಿ ರಸ್ತೆಯಲ್ಲಿರುವ ದೇವರಾಜು ಸಭಾಂಗಣದಲ್ಲಿ ಅಂಬೇಡ್ಕರ್ ಸೇವಾ ಸಮಿತಿ ವತಿಯಿಂದ ಆಯೋಜಿಸಿದ್ದ ಕಾರ್ಯಕ್ರಮದಲ್ಲಿ ಮಾಜಿ ಮೇಯರ್ ಪುರುಷೋತ್ತಮ್ ಅಂಬೇಡ್ಕರ್ ಭಾವಚಿತ್ರಕ್ಕೆ ಪುಷ್ಪಾರ್ಚನೆ ಮಾಡಿದರು. <box>208 1328 455 1346</box>
theatre-cell: ಮ್ಯಾಕ್ಸ್ (ಕ) <box>657 271 794 283</box>
mvc-title: ಮೈಸೂರು ವಿಷನ್ ಸಿನಿಮಾ <box>721 655 891 673</box>
theatre-cell: ಲೈಫ್ ಆಫ್ ಫಾಸ್ (ಕ) <box>657 295 794 307</box>
drc-phone: ದೂ : 4240422/4241800 <box>762 414 850 422</box>
theatre-cell: ಗಾಯತ್ರಿ <box>657 211 794 223</box>
masthead: ಮೈಸೂರು ಮಿತ್ರ <box>443 56 519 74</box>
theatre-cell: ಯುಐ (ಕ) <box>657 151 794 163</box>
pvr-logo-text: PVR <box>670 760 708 779</box>
